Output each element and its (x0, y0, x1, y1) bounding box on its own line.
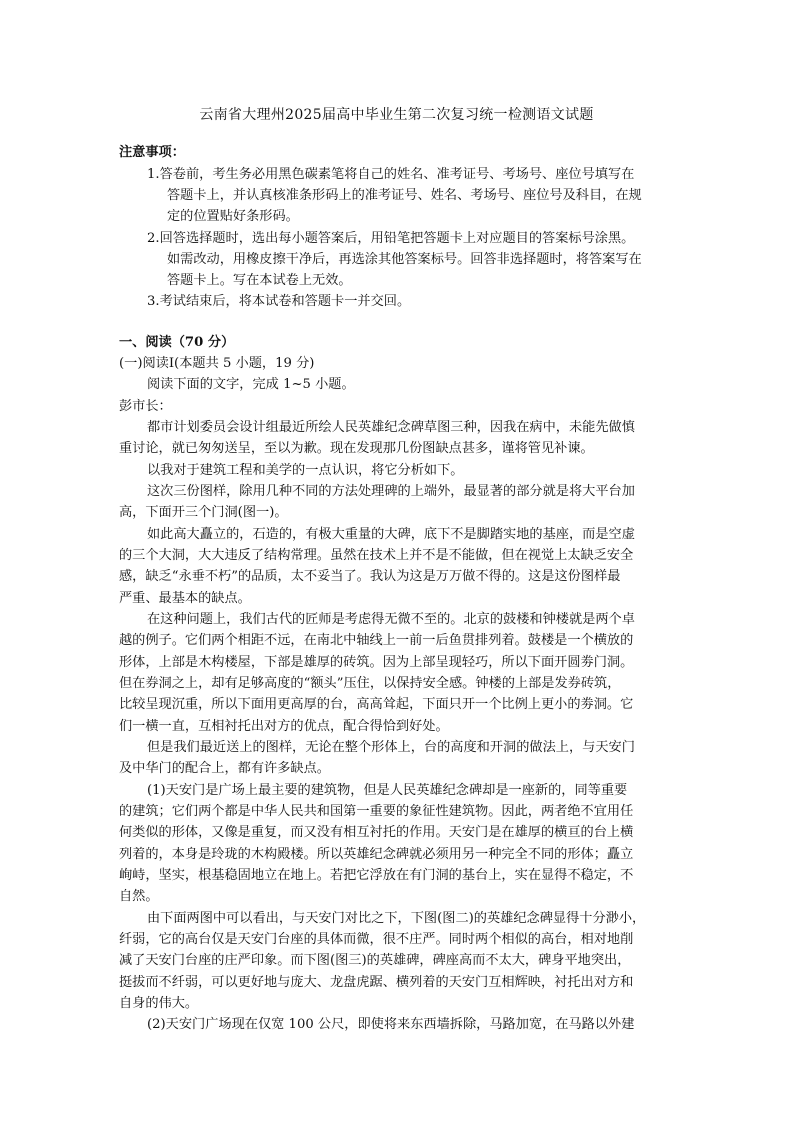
body-line: 峋峙，坚实，根基稳固地立在地上。若把它浮放在有门洞的基台上，实在显得不稳定，不 (119, 868, 634, 883)
body-line: 这次三份图样，除用几种不同的方法处理碑的上端外，最显著的部分就是将大平台加 (147, 484, 635, 499)
body-line: 高，下面开三个门洞(图一)。 (119, 505, 288, 520)
section-heading: 一、阅读（70 分） (119, 335, 235, 350)
section-subheading: (一)阅读Ⅰ(本题共 5 小题，19 分) (119, 356, 315, 371)
page-title: 云南省大理州2025届高中毕业生第二次复习统一检测语文试题 (199, 107, 594, 123)
notice-line: 答题卡上，并认真核准条形码上的准考证号、姓名、考场号、座位号及科目，在规 (167, 188, 642, 203)
notice-line: 答题卡上。写在本试卷上无效。 (167, 273, 352, 288)
body-line: 但是我们最近送上的图样，无论在整个形体上，台的高度和开洞的做法上，与天安门 (147, 740, 635, 755)
body-line: 自身的伟大。 (119, 996, 199, 1011)
notice-line: 定的位置贴好条形码。 (167, 209, 299, 224)
body-line: 都市计划委员会设计组最近所绘人民英雄纪念碑草图三种，因我在病中，未能先做慎 (147, 420, 635, 435)
body-line: 越的例子。它们两个相距不远，在南北中轴线上一前一后鱼贯排列着。鼓楼是一个横放的 (119, 633, 634, 648)
body-line: 比较呈现沉重，所以下面用更高厚的台，高高耸起，下面只开一个比例上更小的劵洞。它 (119, 697, 634, 712)
notice-line: 如需改动，用橡皮擦干净后，再选涂其他答案标号。回答非选择题时，将答案写在 (167, 252, 642, 267)
instruction-text: 阅读下面的文字，完成 1~5 小题。 (147, 377, 355, 392)
notice-line: 2.回答选择题时，选出每小题答案后，用铅笔把答题卡上对应题目的答案标号涂黑。 (147, 231, 635, 246)
notice-line: 1.答卷前，考生务必用黑色碳素笔将自己的姓名、准考证号、考场号、座位号填写在 (147, 167, 635, 182)
body-line: (1)天安门是广场上最主要的建筑物，但是人民英雄纪念碑却是一座新的，同等重要 (147, 783, 628, 798)
body-line: 自然。 (119, 889, 159, 904)
body-line: 减了天安门台座的庄严印象。而下图(图三)的英雄碑，碑座高而不太大，碑身平地突出， (119, 953, 631, 968)
body-line: 严重、最基本的缺点。 (119, 591, 251, 606)
body-line: 列着的，本身是玲珑的木构殿楼。所以英雄纪念碑就必须用另一种完全不同的形体；矗立 (119, 847, 634, 862)
body-line: 们一横一直，互相衬托出对方的优点，配合得恰到好处。 (119, 719, 449, 734)
body-line: 形体，上部是木构楼屋，下部是雄厚的砖筑。因为上部呈现轻巧，所以下面开圆劵门洞。 (119, 655, 634, 670)
body-line: 及中华门的配合上，都有许多缺点。 (119, 761, 330, 776)
body-line: 由下面两图中可以看出，与天安门对比之下，下图(图二)的英雄纪念碑显得十分渺小， (147, 911, 646, 926)
notice-heading: 注意事项： (119, 145, 185, 160)
body-line: 的建筑；它们两个都是中华人民共和国第一重要的象征性建筑物。因此，两者绝不宜用任 (119, 804, 634, 819)
body-line: 但在券洞之上，却有足够高度的“额头”压住，以保持安全感。钟楼的上部是发券砖筑， (119, 676, 621, 691)
body-line: 如此高大矗立的，石造的，有极大重量的大碑，底下不是脚踏实地的基座，而是空虚 (147, 527, 635, 542)
body-line: 挺拔而不纤弱，可以更好地与庞大、龙盘虎踞、横列着的天安门互相辉映，衬托出对方和 (119, 975, 634, 990)
body-line: 纤弱，它的高台仅是天安门台座的具体而微，很不庄严。同时两个相似的高台，相对地削 (119, 932, 634, 947)
body-line: 感，缺乏“永垂不朽”的品质，太不妥当了。我认为这是万万做不得的。这是这份图样最 (119, 569, 621, 584)
body-line: (2)天安门广场现在仅宽 100 公尺，即使将来东西墙拆除，马路加宽，在马路以外建 (147, 1017, 635, 1032)
body-line: 重讨论，就已匆匆送呈，至以为歉。现在发现那几份图缺点甚多，谨将管见补谏。 (119, 441, 594, 456)
body-line: 的三个大洞，大大违反了结构常理。虽然在技术上并不是不能做，但在视觉上太缺乏安全 (119, 548, 634, 563)
body-line: 在这种问题上，我们古代的匠师是考虑得无微不至的。北京的鼓楼和钟楼就是两个卓 (147, 612, 635, 627)
body-line: 以我对于建筑工程和美学的一点认识，将它分析如下。 (147, 463, 464, 478)
notice-line: 3.考试结束后，将本试卷和答题卡一并交回。 (147, 294, 411, 309)
salutation: 彭市长： (119, 399, 172, 414)
body-line: 何类似的形体，又像是重复，而又没有相互衬托的作用。天安门是在雄厚的横亘的台上横 (119, 825, 634, 840)
